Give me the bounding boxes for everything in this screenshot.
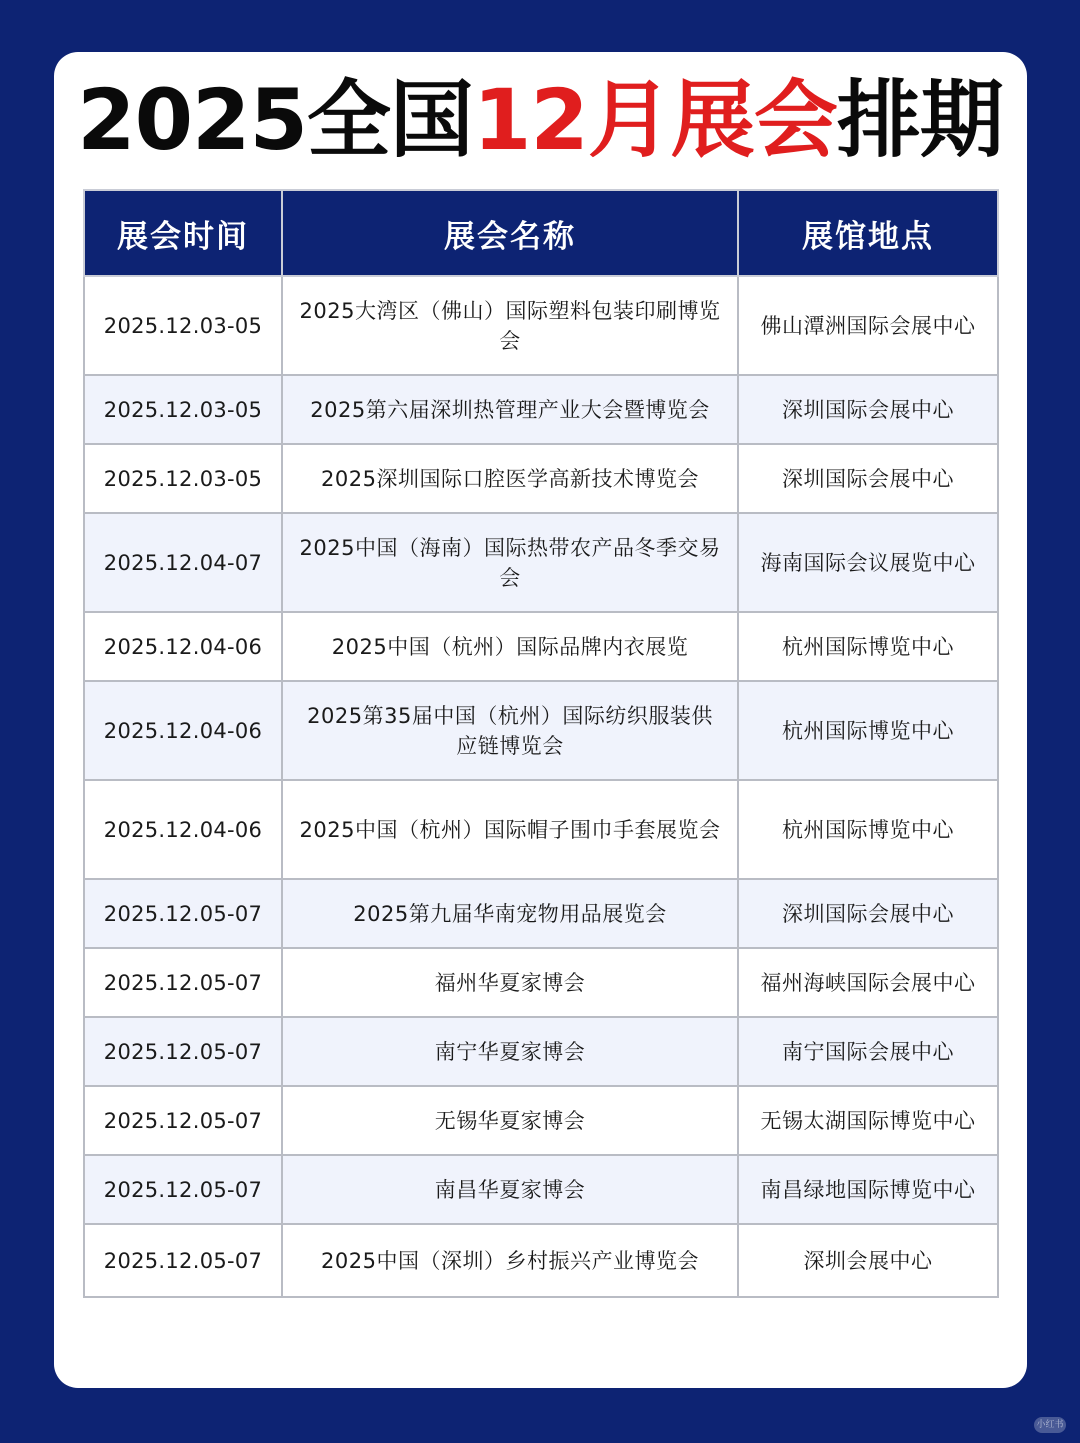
cell-venue: 杭州国际博览中心 [738, 780, 998, 879]
table-row [84, 1017, 998, 1086]
title-suffix: 排期 [836, 71, 1003, 169]
title-prefix: 2025全国 [77, 71, 473, 169]
cell-name: 2025第九届华南宠物用品展览会 [282, 879, 738, 948]
cell-date: 2025.12.03-05 [84, 276, 282, 375]
cell-date: 2025.12.05-07 [84, 1086, 282, 1155]
table-row [84, 513, 998, 612]
cell-name: 南宁华夏家博会 [282, 1017, 738, 1086]
cell-date: 2025.12.05-07 [84, 948, 282, 1017]
table-row [84, 444, 998, 513]
cell-name: 2025大湾区（佛山）国际塑料包装印刷博览会 [282, 276, 738, 375]
cell-date: 2025.12.04-06 [84, 612, 282, 681]
header-name: 展会名称 [282, 190, 738, 276]
watermark-logo: 小红书 [1034, 1417, 1066, 1433]
cell-venue: 南宁国际会展中心 [738, 1017, 998, 1086]
header-date: 展会时间 [84, 190, 282, 276]
cell-date: 2025.12.04-06 [84, 780, 282, 879]
title-highlight: 12月展会 [472, 71, 837, 169]
table-row [84, 276, 998, 375]
cell-date: 2025.12.04-07 [84, 513, 282, 612]
cell-name: 2025中国（杭州）国际品牌内衣展览 [282, 612, 738, 681]
cell-name: 2025中国（杭州）国际帽子围巾手套展览会 [282, 780, 738, 879]
cell-venue: 福州海峡国际会展中心 [738, 948, 998, 1017]
table-row [84, 1086, 998, 1155]
cell-date: 2025.12.05-07 [84, 1155, 282, 1224]
header-venue: 展馆地点 [738, 190, 998, 276]
cell-venue: 海南国际会议展览中心 [738, 513, 998, 612]
cell-venue: 杭州国际博览中心 [738, 612, 998, 681]
cell-name: 2025中国（深圳）乡村振兴产业博览会 [282, 1224, 738, 1297]
cell-venue: 无锡太湖国际博览中心 [738, 1086, 998, 1155]
cell-name: 无锡华夏家博会 [282, 1086, 738, 1155]
table-row [84, 375, 998, 444]
table-row [84, 1224, 998, 1297]
cell-venue: 佛山潭洲国际会展中心 [738, 276, 998, 375]
cell-date: 2025.12.05-07 [84, 879, 282, 948]
cell-venue: 深圳国际会展中心 [738, 879, 998, 948]
exhibition-schedule-table [83, 189, 999, 1298]
cell-name: 2025中国（海南）国际热带农产品冬季交易会 [282, 513, 738, 612]
cell-date: 2025.12.05-07 [84, 1224, 282, 1297]
cell-date: 2025.12.04-06 [84, 681, 282, 780]
table-row [84, 1155, 998, 1224]
table-row [84, 681, 998, 780]
cell-date: 2025.12.03-05 [84, 375, 282, 444]
table-row [84, 879, 998, 948]
table-header-row [84, 190, 998, 276]
cell-name: 2025第六届深圳热管理产业大会暨博览会 [282, 375, 738, 444]
cell-name: 2025深圳国际口腔医学高新技术博览会 [282, 444, 738, 513]
table-row [84, 948, 998, 1017]
cell-venue: 深圳国际会展中心 [738, 375, 998, 444]
cell-venue: 杭州国际博览中心 [738, 681, 998, 780]
cell-date: 2025.12.03-05 [84, 444, 282, 513]
page-title [0, 70, 1080, 170]
cell-date: 2025.12.05-07 [84, 1017, 282, 1086]
cell-name: 南昌华夏家博会 [282, 1155, 738, 1224]
cell-venue: 深圳会展中心 [738, 1224, 998, 1297]
table-row [84, 780, 998, 879]
cell-name: 2025第35届中国（杭州）国际纺织服装供应链博览会 [282, 681, 738, 780]
table-row [84, 612, 998, 681]
cell-venue: 深圳国际会展中心 [738, 444, 998, 513]
cell-name: 福州华夏家博会 [282, 948, 738, 1017]
cell-venue: 南昌绿地国际博览中心 [738, 1155, 998, 1224]
